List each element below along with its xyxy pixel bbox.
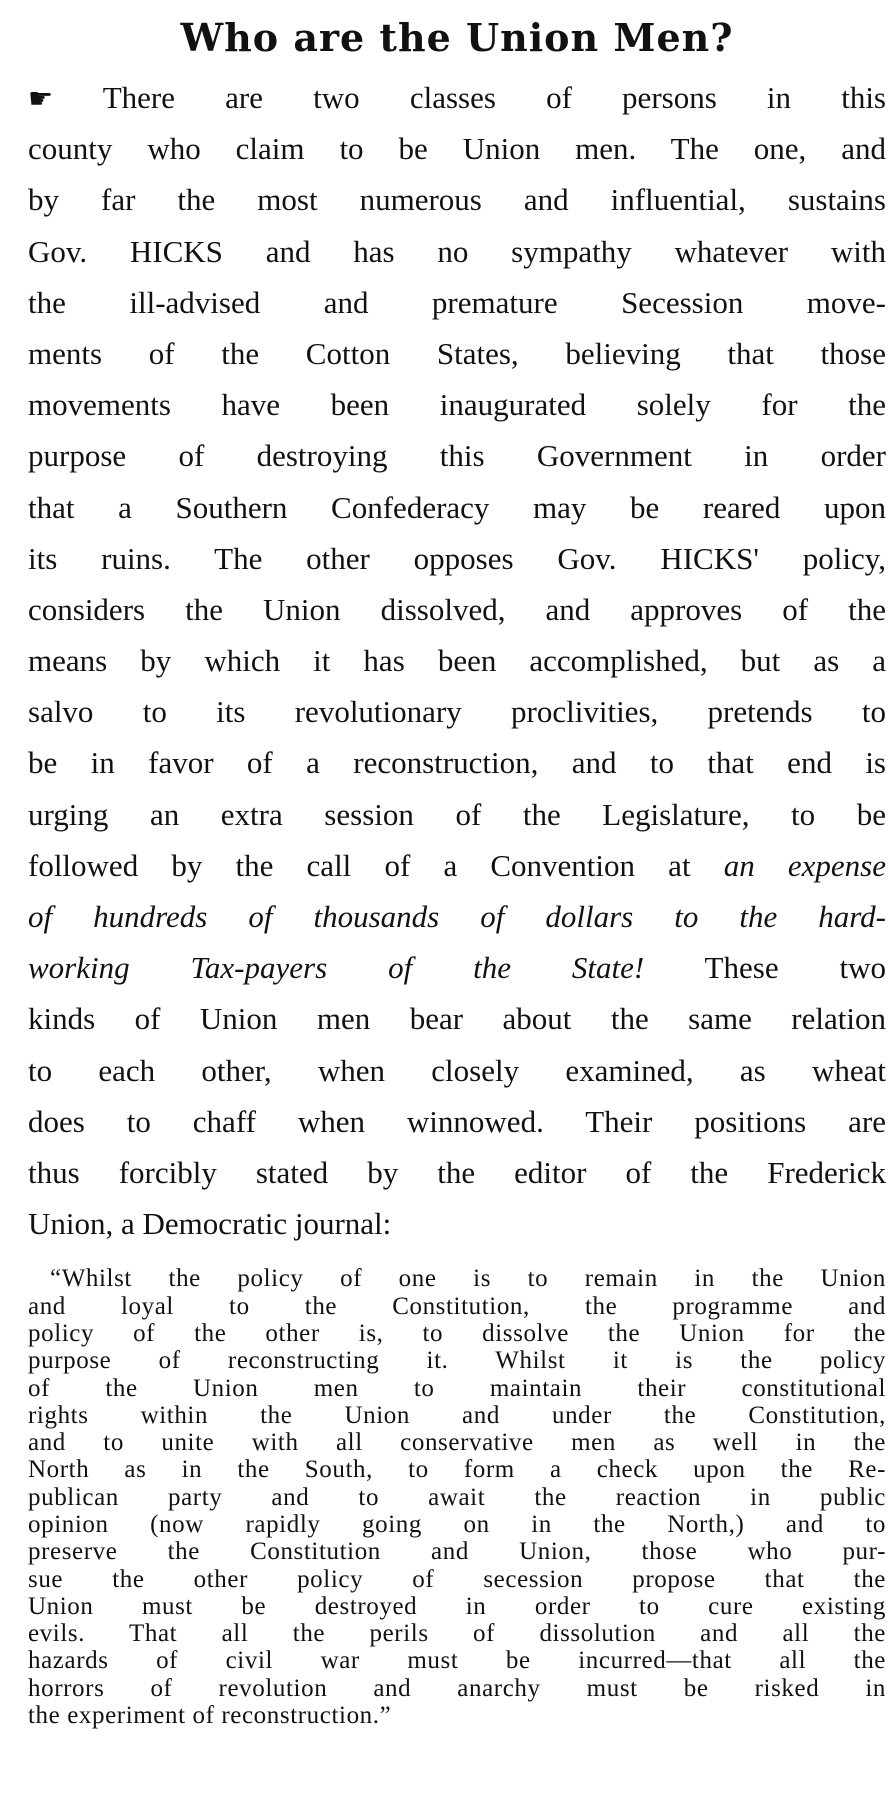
pointing-hand-icon: ☛ <box>28 82 54 115</box>
article-line: Gov. HICKS and has no sympathy whatever with <box>28 233 886 269</box>
quote-line: horrors of revolution and anarchy must be risked in <box>28 1674 886 1702</box>
quote-line: “Whilst the policy of one is to remain in the Union <box>50 1265 886 1293</box>
article-line: thus forcibly stated by the editor of the Frederick <box>28 1154 886 1190</box>
article-line: purpose of destroying this Government in order <box>28 438 886 474</box>
article-line: its ruins. The other opposes Gov. HICKS' policy, <box>28 540 886 576</box>
article-line: followed by the call of a Convention at an expense <box>28 847 886 883</box>
article-line: Union, a Democratic journal: <box>28 1206 392 1242</box>
quote-line: preserve the Constitution and Union, those who pur- <box>28 1538 886 1566</box>
article-line: ☛ There are two classes of persons in this <box>28 72 886 123</box>
article-line: kinds of Union men bear about the same relation <box>28 1001 886 1037</box>
quote-line: policy of the other is, to dissolve the Union for the <box>28 1319 886 1347</box>
article-line: be in favor of a reconstruction, and to that end is <box>28 745 886 781</box>
quote-line: and to unite with all conservative men as well in the <box>28 1429 886 1457</box>
quote-line: publican party and to await the reaction in public <box>28 1483 886 1511</box>
quote-line: purpose of reconstructing it. Whilst it is the policy <box>28 1347 886 1375</box>
article-line: considers the Union dissolved, and approves of the <box>28 591 886 627</box>
headline: Who are the Union Men? <box>180 15 734 60</box>
article-line: movements have been inaugurated solely for the <box>28 387 886 423</box>
quote-line: opinion (now rapidly going on in the North,) and to <box>28 1510 886 1538</box>
italic-text: an expense <box>723 847 886 883</box>
article-line: county who claim to be Union men. The one, and <box>28 131 886 167</box>
quote-line: Union must be destroyed in order to cure existing <box>28 1592 886 1620</box>
article-line: that a Southern Confederacy may be reared upon <box>28 489 886 525</box>
article-body <box>28 72 886 1249</box>
quote-line: hazards of civil war must be incurred—that all the <box>28 1647 886 1675</box>
article-line: by far the most numerous and influential, sustains <box>28 182 886 218</box>
quote-line: evils. That all the perils of dissolution and all the <box>28 1620 886 1648</box>
article-line: ments of the Cotton States, believing that those <box>28 335 886 371</box>
quote-line: the experiment of reconstruction.” <box>28 1702 392 1730</box>
quote-line: of the Union men to maintain their constitutional <box>28 1374 886 1402</box>
article-line: the ill-advised and premature Secession move- <box>28 284 886 320</box>
article-line: to each other, when closely examined, as wheat <box>28 1052 886 1088</box>
article-line: means by which it has been accomplished, but as a <box>28 643 886 679</box>
article-line: urging an extra session of the Legislature, to be <box>28 796 886 832</box>
article-line: does to chaff when winnowed. Their positions are <box>28 1103 886 1139</box>
quote-line: rights within the Union and under the Constitution, <box>28 1401 886 1429</box>
quote-line: and loyal to the Constitution, the programme and <box>28 1292 886 1320</box>
quote-line: North as in the South, to form a check upon the Re- <box>28 1456 886 1484</box>
article-line: working Tax-payers of the State! These two <box>28 950 886 986</box>
article-line-italic: of hundreds of thousands of dollars to the hard- <box>28 899 886 934</box>
newspaper-clipping <box>28 0 886 1814</box>
italic-text: working Tax-payers of the State! <box>28 950 645 986</box>
quote-line: sue the other policy of secession propose that the <box>28 1565 886 1593</box>
article-line: salvo to its revolutionary proclivities, pretends to <box>28 694 886 730</box>
quoted-passage <box>28 1265 886 1729</box>
